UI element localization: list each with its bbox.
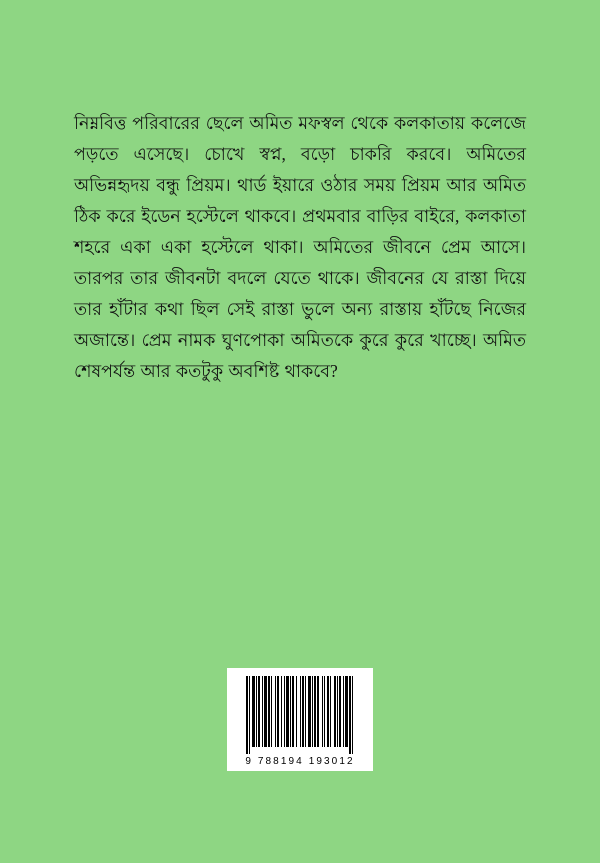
barcode-number: 9 788194 193012 [245,756,355,767]
barcode-area [0,668,600,771]
barcode-bars [233,676,367,754]
barcode-gap [353,676,355,754]
barcode-box [227,668,373,771]
book-blurb-text: নিম্নবিত্ত পরিবারের ছেলে অমিত মফস্বল থেকে কলকাতায় কলেজে পড়তে এসেছে। চোখে স্বপ্ন, বড়ো চাকরি করবে। অমিতের অভিন্নহৃদয় বন্ধু প্রিয়ম। থার্ড ইয়ারে ওঠার সময় প্রিয়ম আর অমিত ঠিক করে ইডেন হস্টেলে থাকবে। প্রথমবার বাড়ির বাইরে, কলকাতা শহরে একা একা হস্টেলে থাকা। অমিতের জীবনে প্রেম আসে। তারপর তার জীবনটা বদলে যেতে থাকে। জীবনের যে রাস্তা দিয়ে তার হাঁটার কথা ছিল সেই রাস্তা ভুলে অন্য রাস্তায় হাঁটছে নিজের অজান্তে। প্রেম নামক ঘুণপোকা অমিতকে কুরে কুরে খাচ্ছে। অমিত শেষপর্যন্ত আর কতটুকু অবশিষ্ট থাকবে? [74,113,526,381]
